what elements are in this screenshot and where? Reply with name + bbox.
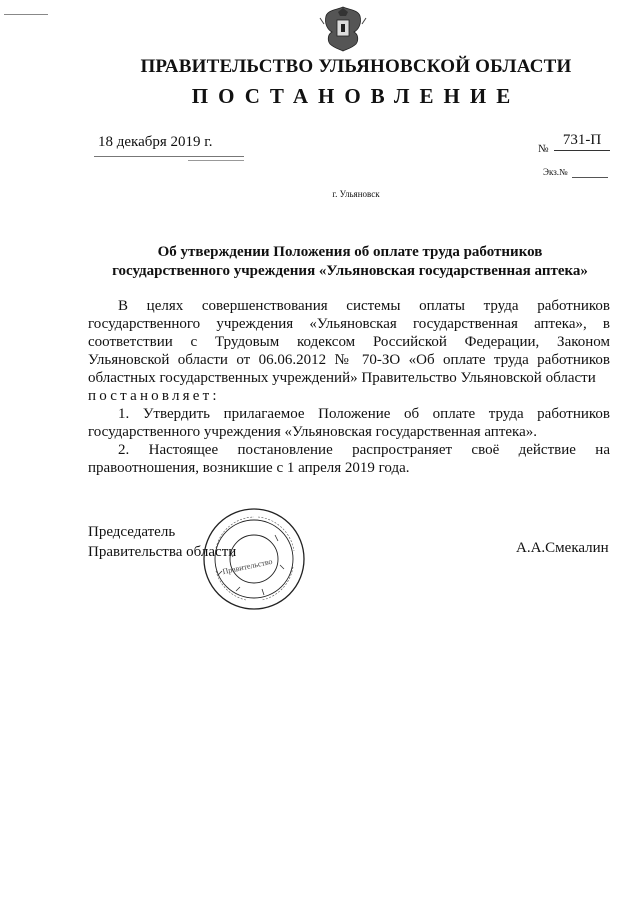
- document-date: 18 декабря 2019 г.: [98, 134, 213, 150]
- copy-number-label: Экз.№: [543, 167, 568, 177]
- item-1-paragraph: 1. Утвердить прилагаемое Положение об оплате труда работников государственного учреждения «Ульяновская государственная аптека».: [88, 406, 610, 440]
- subject-line-2: государственного учреждения «Ульяновская государственная аптека»: [112, 263, 588, 279]
- date-underline: [94, 156, 244, 157]
- signatory-title-line-1: Председатель: [88, 524, 176, 540]
- signatory-name: А.А.Смекалин: [516, 540, 609, 556]
- signatory-title: [88, 522, 236, 562]
- coat-of-arms-emblem: [318, 4, 368, 54]
- item-2-paragraph: 2. Настоящее постановление распространяет своё действие на правоотношения, возникшие с 1 апреля 2019 года.: [88, 442, 610, 476]
- decree-word: постановляет:: [88, 388, 220, 404]
- subject-line-1: Об утверждении Положения об оплате труда работников: [157, 244, 543, 260]
- document-number: 731-П: [554, 132, 610, 151]
- government-title: ПРАВИТЕЛЬСТВО УЛЬЯНОВСКОЙ ОБЛАСТИ: [140, 56, 572, 77]
- document-type: ПОСТАНОВЛЕНИЕ: [191, 84, 521, 108]
- copy-number-line: [572, 177, 608, 178]
- document-body: [88, 297, 610, 477]
- document-subject: [60, 243, 640, 281]
- stamp-center-text: Правительство: [221, 556, 274, 577]
- corner-mark: [4, 14, 48, 15]
- number-sign: №: [538, 143, 549, 155]
- date-underline-secondary: [188, 160, 244, 161]
- city: г. Ульяновск: [332, 189, 380, 199]
- signatory-title-line-2: Правительства области: [88, 544, 237, 560]
- preamble-paragraph: В целях совершенствования системы оплаты труда работников государственного учреждения «Ульяновская государственная аптека», в соответствии с Трудовым кодексом Российской Федерации, Законом Ульяновской области от 06.06.2012 № 70-ЗО «Об оплате труда работников областных государственных учреждений» Правительство Ульяновской области: [88, 298, 610, 386]
